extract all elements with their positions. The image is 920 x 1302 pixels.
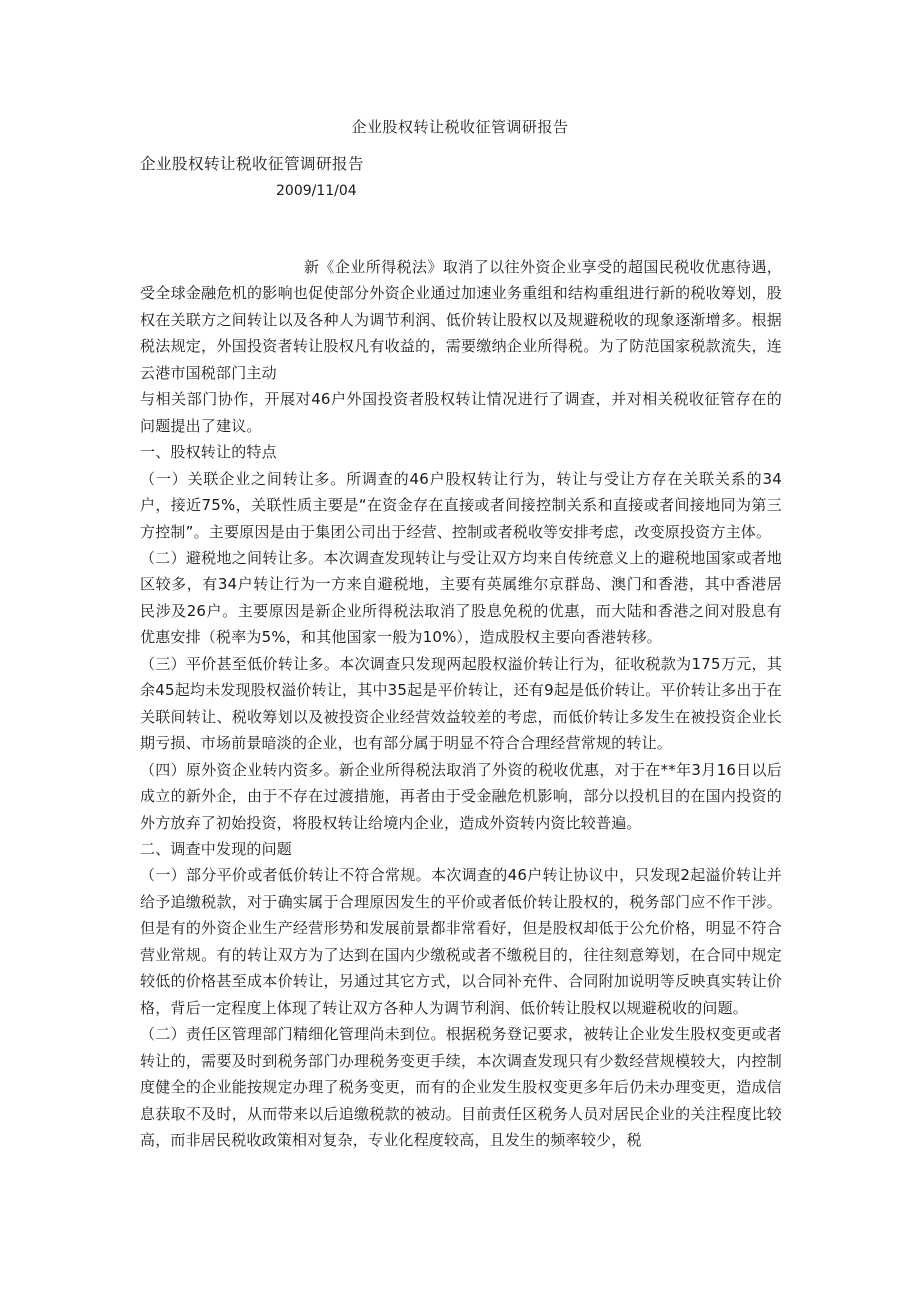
- paragraph-feature-4: （四）原外资企业转内资多。新企业所得税法取消了外资的税收优惠，对于在**年3月16日以后成立的新外企，由于不存在过渡措施，再者由于受金融危机影响，部分以投机目的在国内投资的外方放弃了初始投资，将股权转让给境内企业，造成外资转内资比较普遍。: [140, 760, 782, 832]
- section-heading-problems: 二、调查中发现的问题: [140, 839, 293, 858]
- document-date: 2009/11/04: [276, 183, 357, 199]
- paragraph-intro: 新《企业所得税法》取消了以往外资企业享受的超国民税收优惠待遇，受全球金融危机的影响也促使部分外资企业通过加速业务重组和结构重组进行新的税收筹划，股权在关联方之间转让以及各种人为调节利润、低价转让股权以及规避税收的现象逐渐增多。根据税法规定，外国投资者转让股权凡有收益的，需要缴纳企业所得税。为了防范国家税款流失，连云港市国税部门主动: [140, 258, 782, 382]
- document-subtitle: 企业股权转让税收征管调研报告: [140, 155, 365, 173]
- paragraph-problem-2: （二）责任区管理部门精细化管理尚未到位。根据税务登记要求，被转让企业发生股权变更或者转让的，需要及时到税务部门办理税务变更手续，本次调查发现只有少数经营规模较大，内控制度健全的企业能按规定办理了税务变更，而有的企业发生股权变更多年后仍未办理变更，造成信息获取不及时，从而带来以后追缴税款的被动。目前责任区税务人员对居民企业的关注程度比较高，而非居民税收政策相对复杂，专业化程度较高，且发生的频率较少，税: [140, 1025, 782, 1149]
- paragraph-feature-1: （一）关联企业之间转让多。所调查的46户股权转让行为，转让与受让方存在关联关系的34户，接近75%，关联性质主要是“在资金存在直接或者间接控制关系和直接或者间接地同为第三方控制”。主要原因是由于集团公司出于经营、控制或者税收等安排考虑，改变原投资方主体。: [140, 469, 782, 541]
- paragraph-feature-3: （三）平价甚至低价转让多。本次调查只发现两起股权溢价转让行为，征收税款为175万元，其余45起均未发现股权溢价转让，其中35起是平价转让，还有9起是低价转让。平价转让多出于在关联间转让、税收筹划以及被投资企业经营效益较差的考虑，而低价转让多发生在被投资企业长期亏损、市场前景暗淡的企业，也有部分属于明显不符合合理经营常规的转让。: [140, 654, 782, 753]
- section-heading-features: 一、股权转让的特点: [140, 443, 277, 462]
- paragraph-intro-continued: 与相关部门协作，开展对46户外国投资者股权转让情况进行了调查，并对相关税收征管存在的问题提出了建议。: [140, 390, 782, 435]
- document-body: [140, 254, 782, 1153]
- paragraph-problem-1: （一）部分平价或者低价转让不符合常规。本次调查的46户转让协议中，只发现2起溢价转让并给予追缴税款，对于确实属于合理原因发生的平价或者低价转让股权的，税务部门应不作干涉。但是有的外资企业生产经营形势和发展前景都非常看好，但是股权却低于公允价格，明显不符合营业常规。有的转让双方为了达到在国内少缴税或者不缴税目的，往往刻意筹划，在合同中规定较低的价格甚至成本价转让，另通过其它方式，以合同补充件、合同附加说明等反映真实转让价格，背后一定程度上体现了转让双方各种人为调节利润、低价转让股权以规避税收的问题。: [140, 866, 782, 1017]
- document-title: 企业股权转让税收征管调研报告: [351, 118, 569, 136]
- paragraph-feature-2: （二）避税地之间转让多。本次调查发现转让与受让双方均来自传统意义上的避税地国家或者地区较多，有34户转让行为一方来自避税地，主要有英属维尔京群岛、澳门和香港，其中香港居民涉及26户。主要原因是新企业所得税法取消了股息免税的优惠，而大陆和香港之间对股息有优惠安排（税率为5%，和其他国家一般为10%），造成股权主要向香港转移。: [140, 548, 782, 647]
